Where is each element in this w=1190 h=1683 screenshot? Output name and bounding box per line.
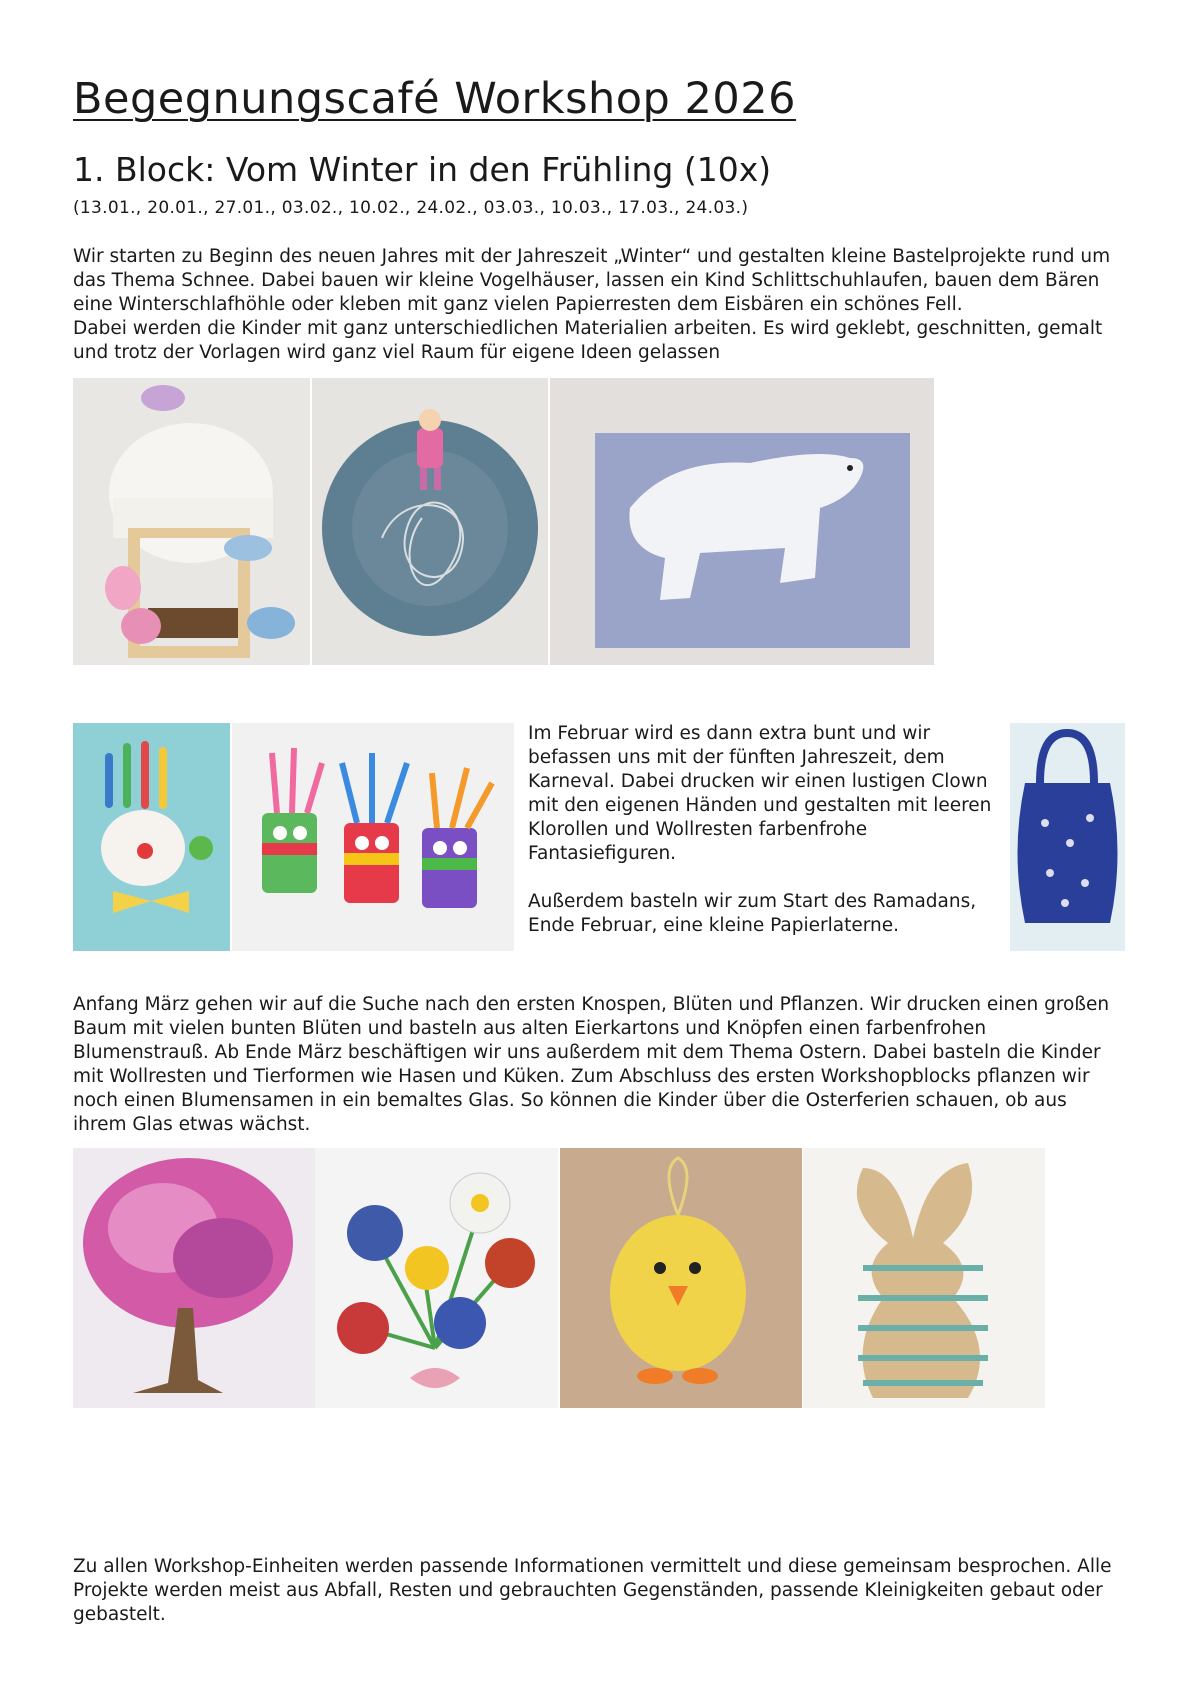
yarn-chick-photo [560, 1148, 802, 1408]
february-text [528, 722, 993, 938]
february-paragraph-ramadan: Außerdem basteln wir zum Start des Ramadans, Ende Februar, eine kleine Papierlaterne. [528, 891, 977, 936]
handprint-clown-photo [73, 723, 230, 951]
yarn-bunny-photo [803, 1148, 1045, 1408]
block-dates: (13.01., 20.01., 27.01., 03.02., 10.02., 24.02., 03.03., 10.03., 17.03., 24.03.) [73, 198, 749, 218]
polar-bear-collage-photo [550, 378, 934, 665]
intro-text [73, 245, 1123, 365]
blossom-tree-print-photo [73, 1148, 315, 1408]
toilet-roll-figures-photo [232, 723, 514, 951]
intro-paragraph-materials: Dabei werden die Kinder mit ganz unterschiedlichen Materialien arbeiten. Es wird geklebt, geschnitten, gemalt und trotz der Vorlagen wird ganz viel Raum für eigene Ideen gelassen [73, 318, 1103, 363]
page-title: Begegnungscafé Workshop 2026 [73, 74, 796, 124]
ice-skater-plate-photo [312, 378, 548, 665]
block-heading: 1. Block: Vom Winter in den Frühling (10x) [73, 150, 772, 189]
closing-paragraph: Zu allen Workshop-Einheiten werden passende Informationen vermittelt und diese gemeinsam besprochen. Alle Projekte werden meist aus Abfall, Resten und gebrauchten Gegenständen, passende Kleinigkeiten gebaut oder gebastelt. [73, 1556, 1112, 1625]
february-paragraph-carnival: Im Februar wird es dann extra bunt und wir befassen uns mit der fünften Jahreszeit, dem Karneval. Dabei drucken wir einen lustigen Clown mit den eigenen Händen und gestalten mit leeren Klorollen und Wollresten farbenfrohe Fantasiefiguren. [528, 723, 992, 864]
birdhouse-craft-photo [73, 378, 310, 665]
paper-lantern-photo [1010, 723, 1125, 951]
egg-carton-bouquet-photo [315, 1148, 558, 1408]
intro-paragraph-winter: Wir starten zu Beginn des neuen Jahres mit der Jahreszeit „Winter“ und gestalten kleine Bastelprojekte rund um das Thema Schnee. Dabei bauen wir kleine Vogelhäuser, lassen ein Kind Schlittschuhlaufen, bauen dem Bären eine Winterschlafhöhle oder kleben mit ganz vielen Papierresten dem Eisbären ein schönes Fell. [73, 246, 1111, 315]
march-text [73, 993, 1123, 1137]
closing-text [73, 1555, 1123, 1627]
march-paragraph: Anfang März gehen wir auf die Suche nach den ersten Knospen, Blüten und Pflanzen. Wir drucken einen großen Baum mit vielen bunten Blüten und basteln aus alten Eierkartons und Knöpfen einen farbenfrohen Blumenstrauß. Ab Ende März beschäftigen wir uns außerdem mit dem Thema Ostern. Dabei basteln die Kinder mit Wollresten und Tierformen wie Hasen und Küken. Zum Abschluss des ersten Workshopblocks pflanzen wir noch einen Blumensamen in ein bemaltes Glas. So können die Kinder über die Osterferien schauen, ob aus ihrem Glas etwas wächst. [73, 994, 1110, 1135]
